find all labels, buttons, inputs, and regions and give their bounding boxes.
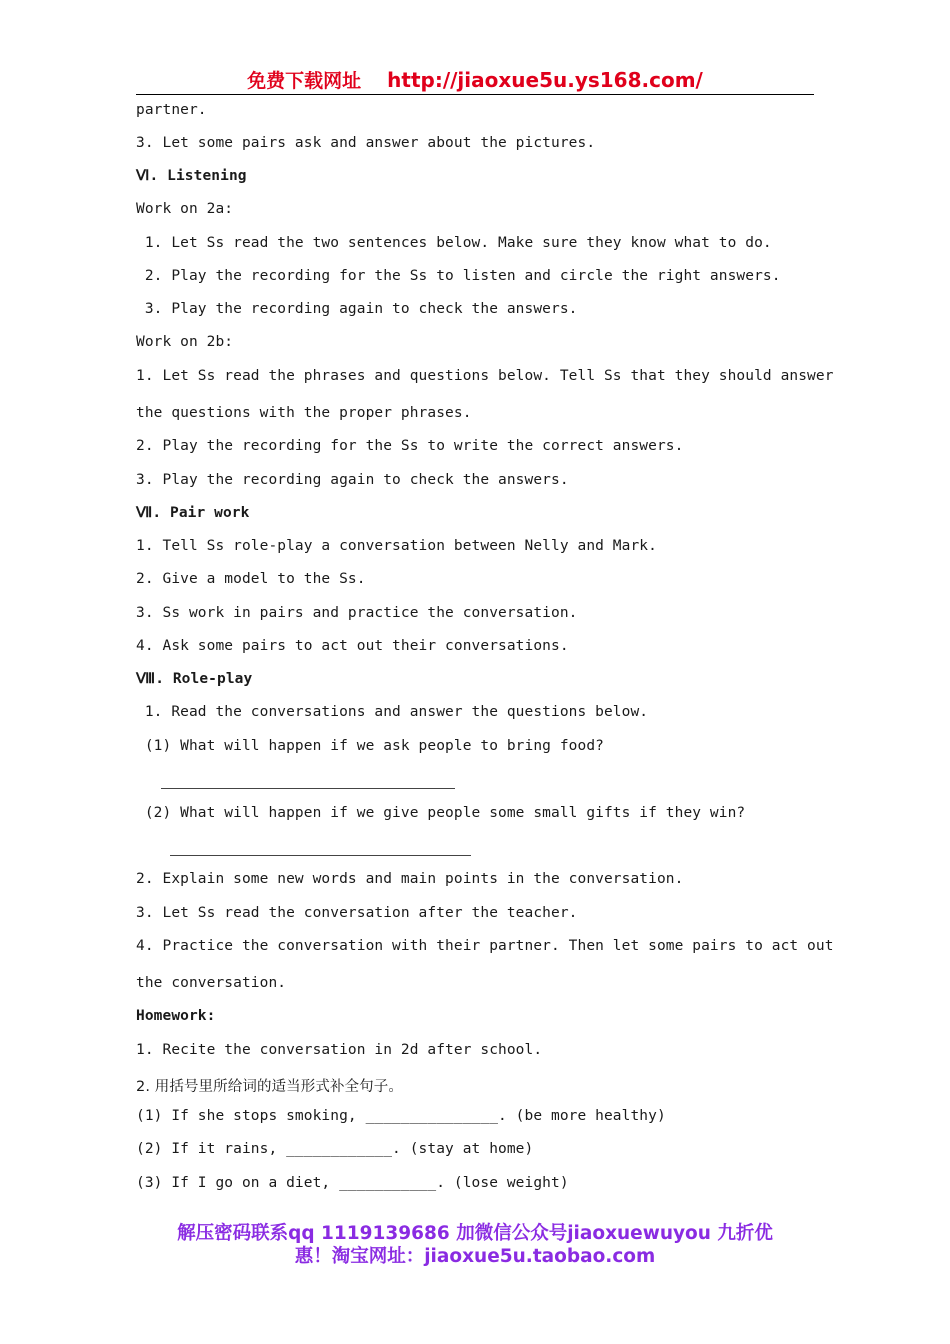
text-line: 2. Play the recording for the Ss to write the correct answers. bbox=[136, 438, 684, 454]
answer-blank bbox=[170, 855, 471, 856]
text-line: Work on 2b: bbox=[136, 334, 234, 350]
exercise-line: (1) If she stops smoking, _______________. (be more healthy) bbox=[136, 1108, 666, 1124]
answer-blank bbox=[161, 788, 455, 789]
text-line: Work on 2a: bbox=[136, 201, 234, 217]
text-line: partner. bbox=[136, 102, 207, 118]
section-heading-listening: Ⅵ. Listening bbox=[136, 168, 247, 184]
text-line: 2. Give a model to the Ss. bbox=[136, 571, 366, 587]
section-heading-role-play: Ⅷ. Role-play bbox=[136, 671, 253, 687]
text-line: 1. Recite the conversation in 2d after school. bbox=[136, 1042, 543, 1058]
page-header bbox=[136, 66, 814, 95]
text-line: 3. Play the recording again to check the answers. bbox=[136, 301, 578, 317]
section-heading-homework: Homework: bbox=[136, 1008, 216, 1024]
text-line: 3. Let Ss read the conversation after the teacher. bbox=[136, 905, 578, 921]
text-line: 4. Ask some pairs to act out their conversations. bbox=[136, 638, 569, 654]
text-line: 1. Read the conversations and answer the questions below. bbox=[136, 704, 649, 720]
text-line: 1. Tell Ss role-play a conversation between Nelly and Mark. bbox=[136, 538, 657, 554]
footer-line-1: 解压密码联系qq 1119139686 加微信公众号jiaoxuewuyou 九折优 bbox=[177, 1223, 773, 1244]
text-line: 1. Let Ss read the phrases and questions below. Tell Ss that they should answer bbox=[136, 368, 834, 384]
text-line: 1. Let Ss read the two sentences below. Make sure they know what to do. bbox=[136, 235, 772, 251]
footer-line-2: 惠！淘宝网址：jiaoxue5u.taobao.com bbox=[294, 1246, 656, 1267]
text-line: 2. Play the recording for the Ss to listen and circle the right answers. bbox=[136, 268, 781, 284]
text-line: 3. Play the recording again to check the answers. bbox=[136, 472, 569, 488]
question-line: (1) What will happen if we ask people to bring food? bbox=[136, 738, 604, 754]
text-line: 4. Practice the conversation with their partner. Then let some pairs to act out bbox=[136, 938, 834, 954]
text-line: 2. 用括号里所给词的适当形式补全句子。 bbox=[136, 1079, 403, 1095]
exercise-line: (2) If it rains, ____________. (stay at home) bbox=[136, 1141, 534, 1157]
text-line: 3. Ss work in pairs and practice the conversation. bbox=[136, 605, 578, 621]
text-line: 2. Explain some new words and main points in the conversation. bbox=[136, 871, 684, 887]
text-line: the conversation. bbox=[136, 975, 287, 991]
header-site-url[interactable]: http://jiaoxue5u.ys168.com/ bbox=[387, 68, 703, 92]
header-site-name: 免费下载网址 bbox=[247, 70, 362, 92]
text-line: the questions with the proper phrases. bbox=[136, 405, 472, 421]
exercise-line: (3) If I go on a diet, ___________. (lose weight) bbox=[136, 1175, 569, 1191]
question-line: (2) What will happen if we give people some small gifts if they win? bbox=[136, 805, 746, 821]
text-line: 3. Let some pairs ask and answer about the pictures. bbox=[136, 135, 596, 151]
section-heading-pair-work: Ⅶ. Pair work bbox=[136, 505, 250, 521]
